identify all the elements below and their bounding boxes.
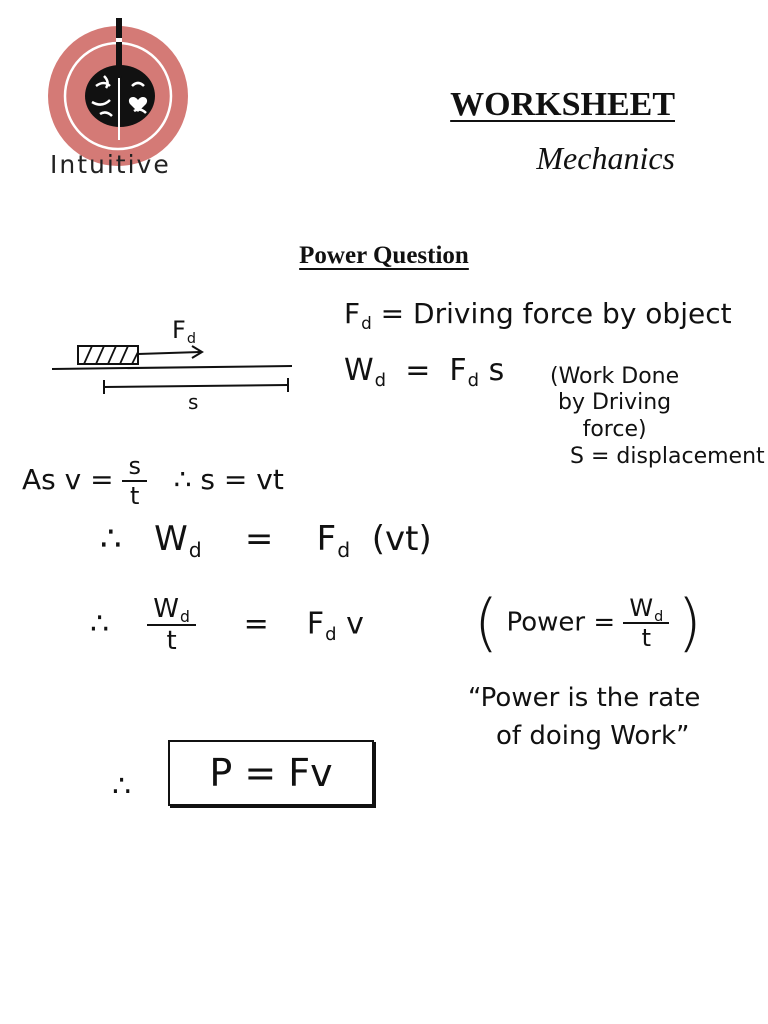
- question-title: Power Question: [299, 242, 469, 269]
- work-done-note: (Work Done by Driving force): [550, 364, 680, 442]
- displacement-label: s: [188, 390, 199, 414]
- displacement-note: S = displacement: [570, 444, 765, 469]
- brand-name: Intuitive: [50, 150, 171, 179]
- worksheet-title: WORKSHEET: [450, 86, 675, 123]
- step-power: ∴ $\frac{W_d}{t}$ = $F_d$ v: [90, 594, 364, 656]
- worksheet-subject: Mechanics: [536, 140, 675, 176]
- step-velocity: As v = $\frac{s}{t}$ ∴ s = vt: [22, 452, 284, 510]
- final-therefore: ∴: [112, 769, 132, 804]
- force-label: $F_d$: [172, 316, 196, 348]
- force-diagram: [48, 312, 298, 412]
- step-work-done: ∴ $W_d$ = $F_d$ (vt): [100, 519, 432, 563]
- work-done-equation: $W_d = F_d$ s: [344, 353, 505, 392]
- final-formula-box: P = Fv: [168, 740, 374, 806]
- power-quote: “Power is the rate of doing Work”: [468, 683, 701, 751]
- driving-force-definition: $F_d$ = Driving force by object: [344, 297, 732, 333]
- power-definition: ( Power = $\frac{W_d}{t}$ ): [474, 586, 702, 659]
